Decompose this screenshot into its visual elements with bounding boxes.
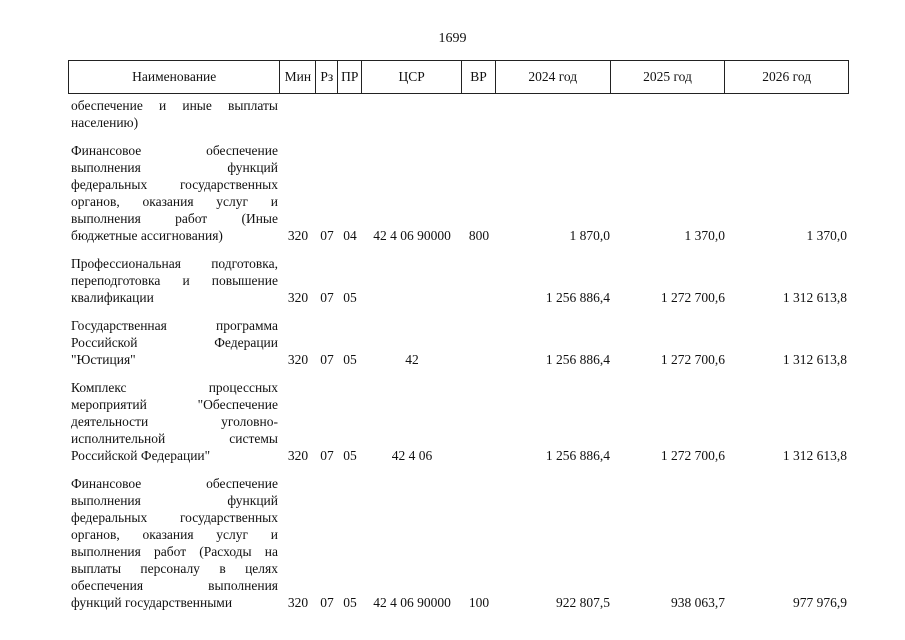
name-line: выполнения работ (Иные [71, 211, 278, 226]
cell-name [68, 475, 280, 611]
cell-rz: 07 [320, 352, 334, 367]
cell-min: 320 [287, 290, 309, 305]
cell-min: 320 [287, 595, 309, 610]
name-line: Комплекс процессных [71, 380, 278, 395]
table-header [68, 60, 849, 94]
name-line: "Юстиция" [71, 352, 136, 367]
name-line: Российской Федерации" [71, 448, 211, 463]
cell-rz: 07 [320, 448, 334, 463]
cell-min: 320 [287, 228, 309, 243]
name-line: обеспечения выполнения [71, 578, 278, 593]
table-row [68, 475, 849, 611]
cell-min: 320 [287, 352, 309, 367]
cell-pr: 04 [343, 228, 357, 243]
cell-pr: 05 [343, 352, 357, 367]
cell-2024: 1 256 886,4 [545, 290, 610, 305]
cell-min: 320 [287, 448, 309, 463]
name-line: выполнения функций [71, 493, 278, 508]
name-line: органов, оказания услуг и [71, 527, 278, 542]
table-row [68, 142, 849, 244]
name-line: выполнения функций [71, 160, 278, 175]
name-line: квалификации [71, 290, 154, 305]
header-csr: ЦСР [362, 61, 462, 93]
name-line: функций государственными [71, 595, 233, 610]
table-row [68, 255, 849, 306]
cell-2026: 1 370,0 [806, 228, 847, 243]
name-line: Финансовое обеспечение [71, 143, 278, 158]
cell-2026: 977 976,9 [793, 595, 847, 610]
name-line: бюджетные ассигнования) [71, 228, 223, 243]
name-line: Профессиональная подготовка, [71, 256, 278, 271]
cell-csr: 42 4 06 90000 [373, 228, 451, 243]
cell-2024: 1 870,0 [569, 228, 610, 243]
cell-name [68, 97, 280, 131]
cell-pr: 05 [343, 290, 357, 305]
cell-2026: 1 312 613,8 [782, 448, 847, 463]
name-line: выплаты персоналу в целях [71, 561, 278, 576]
cell-rz: 07 [320, 595, 334, 610]
table-row [68, 317, 849, 368]
cell-rz: 07 [320, 228, 334, 243]
cell-name [68, 255, 280, 306]
name-line: выполнения работ (Расходы на [71, 544, 278, 559]
cell-pr: 05 [343, 448, 357, 463]
name-line: исполнительной системы [71, 431, 278, 446]
header-min: Мин [280, 61, 316, 93]
cell-name [68, 142, 280, 244]
cell-pr: 05 [343, 595, 357, 610]
name-line: Государственная программа [71, 318, 278, 333]
header-rz: Рз [316, 61, 338, 93]
name-line: мероприятий "Обеспечение [71, 397, 278, 412]
cell-vr: 800 [468, 228, 490, 243]
cell-csr: 42 4 06 90000 [373, 595, 451, 610]
cell-rz: 07 [320, 290, 334, 305]
cell-csr: 42 4 06 [391, 448, 433, 463]
cell-2025: 1 272 700,6 [660, 352, 725, 367]
name-line: органов, оказания услуг и [71, 194, 278, 209]
header-2025: 2025 год [611, 61, 726, 93]
cell-2025: 938 063,7 [671, 595, 725, 610]
name-line: Российской Федерации [71, 335, 278, 350]
header-2026: 2026 год [762, 69, 812, 84]
name-line: населению) [71, 115, 139, 130]
name-line: федеральных государственных [71, 510, 278, 525]
cell-name [68, 317, 280, 368]
name-line: деятельности уголовно- [71, 414, 278, 429]
cell-vr: 100 [468, 595, 490, 610]
header-name: Наименование [69, 61, 280, 93]
cell-2024: 1 256 886,4 [545, 352, 610, 367]
cell-2026: 1 312 613,8 [782, 352, 847, 367]
cell-2026: 1 312 613,8 [782, 290, 847, 305]
table-row [68, 97, 849, 131]
cell-2025: 1 272 700,6 [660, 290, 725, 305]
name-line: переподготовка и повышение [71, 273, 278, 288]
cell-2024: 922 807,5 [556, 595, 610, 610]
name-line: обеспечение и иные выплаты [71, 98, 278, 113]
table-body [68, 97, 849, 622]
page-number: 1699 [438, 31, 467, 46]
cell-name [68, 379, 280, 464]
name-line: Финансовое обеспечение [71, 476, 278, 491]
name-line: федеральных государственных [71, 177, 278, 192]
cell-csr: 42 [405, 352, 419, 367]
header-pr: ПР [338, 61, 362, 93]
cell-2025: 1 370,0 [684, 228, 725, 243]
header-2024: 2024 год [496, 61, 611, 93]
header-vr: ВР [462, 61, 496, 93]
cell-2024: 1 256 886,4 [545, 448, 610, 463]
cell-2025: 1 272 700,6 [660, 448, 725, 463]
table-row [68, 379, 849, 464]
